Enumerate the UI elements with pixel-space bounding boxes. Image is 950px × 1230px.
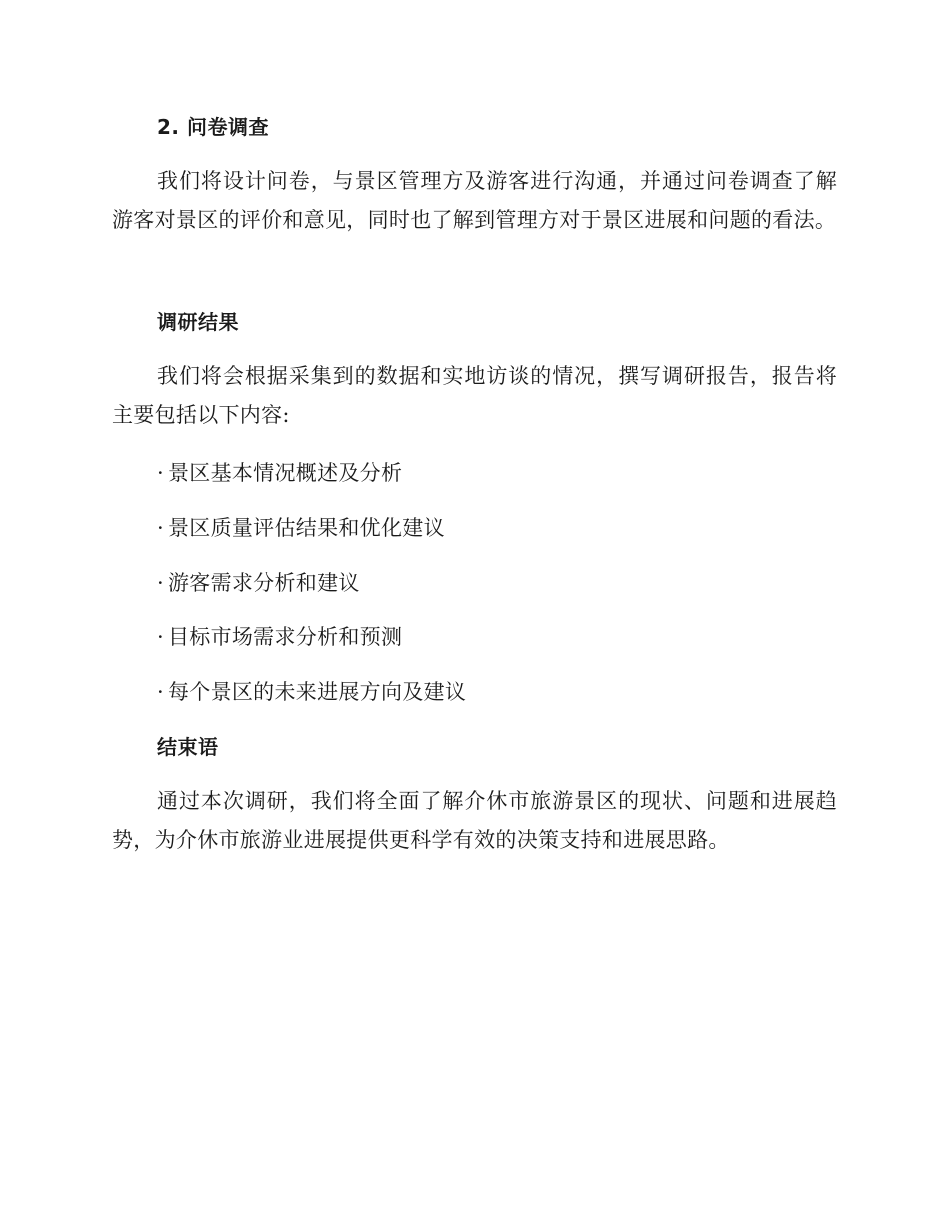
bullet-dot: ·	[157, 571, 164, 595]
document-page	[112, 0, 837, 1230]
bullet-text: 每个景区的未来进展方向及建议	[167, 680, 467, 704]
heading-results: 调研结果	[157, 310, 239, 334]
bullet-item	[157, 623, 402, 651]
paragraph-questionnaire: 我们将设计问卷，与景区管理方及游客进行沟通，并通过问卷调查了解游客对景区的评价和意见，同时也了解到管理方对于景区进展和问题的看法。	[112, 169, 837, 232]
bullet-item	[157, 678, 466, 706]
bullet-text: 景区质量评估结果和优化建议	[167, 516, 445, 540]
heading-conclusion: 结束语	[157, 735, 219, 759]
heading-questionnaire: 2. 问卷调查	[157, 115, 269, 139]
bullet-item	[157, 459, 402, 487]
bullet-dot: ·	[157, 516, 164, 540]
bullet-dot: ·	[157, 680, 164, 704]
bullet-dot: ·	[157, 461, 164, 485]
paragraph-results: 我们将会根据采集到的数据和实地访谈的情况，撰写调研报告，报告将主要包括以下内容:	[112, 364, 837, 427]
paragraph-conclusion: 通过本次调研，我们将全面了解介休市旅游景区的现状、问题和进展趋势，为介休市旅游业进展提供更科学有效的决策支持和进展思路。	[112, 789, 837, 852]
bullet-dot: ·	[157, 625, 164, 649]
bullet-item	[157, 514, 445, 542]
bullet-text: 游客需求分析和建议	[167, 571, 360, 595]
bullet-text: 景区基本情况概述及分析	[167, 461, 403, 485]
bullet-item	[157, 569, 360, 597]
bullet-text: 目标市场需求分析和预测	[167, 625, 403, 649]
